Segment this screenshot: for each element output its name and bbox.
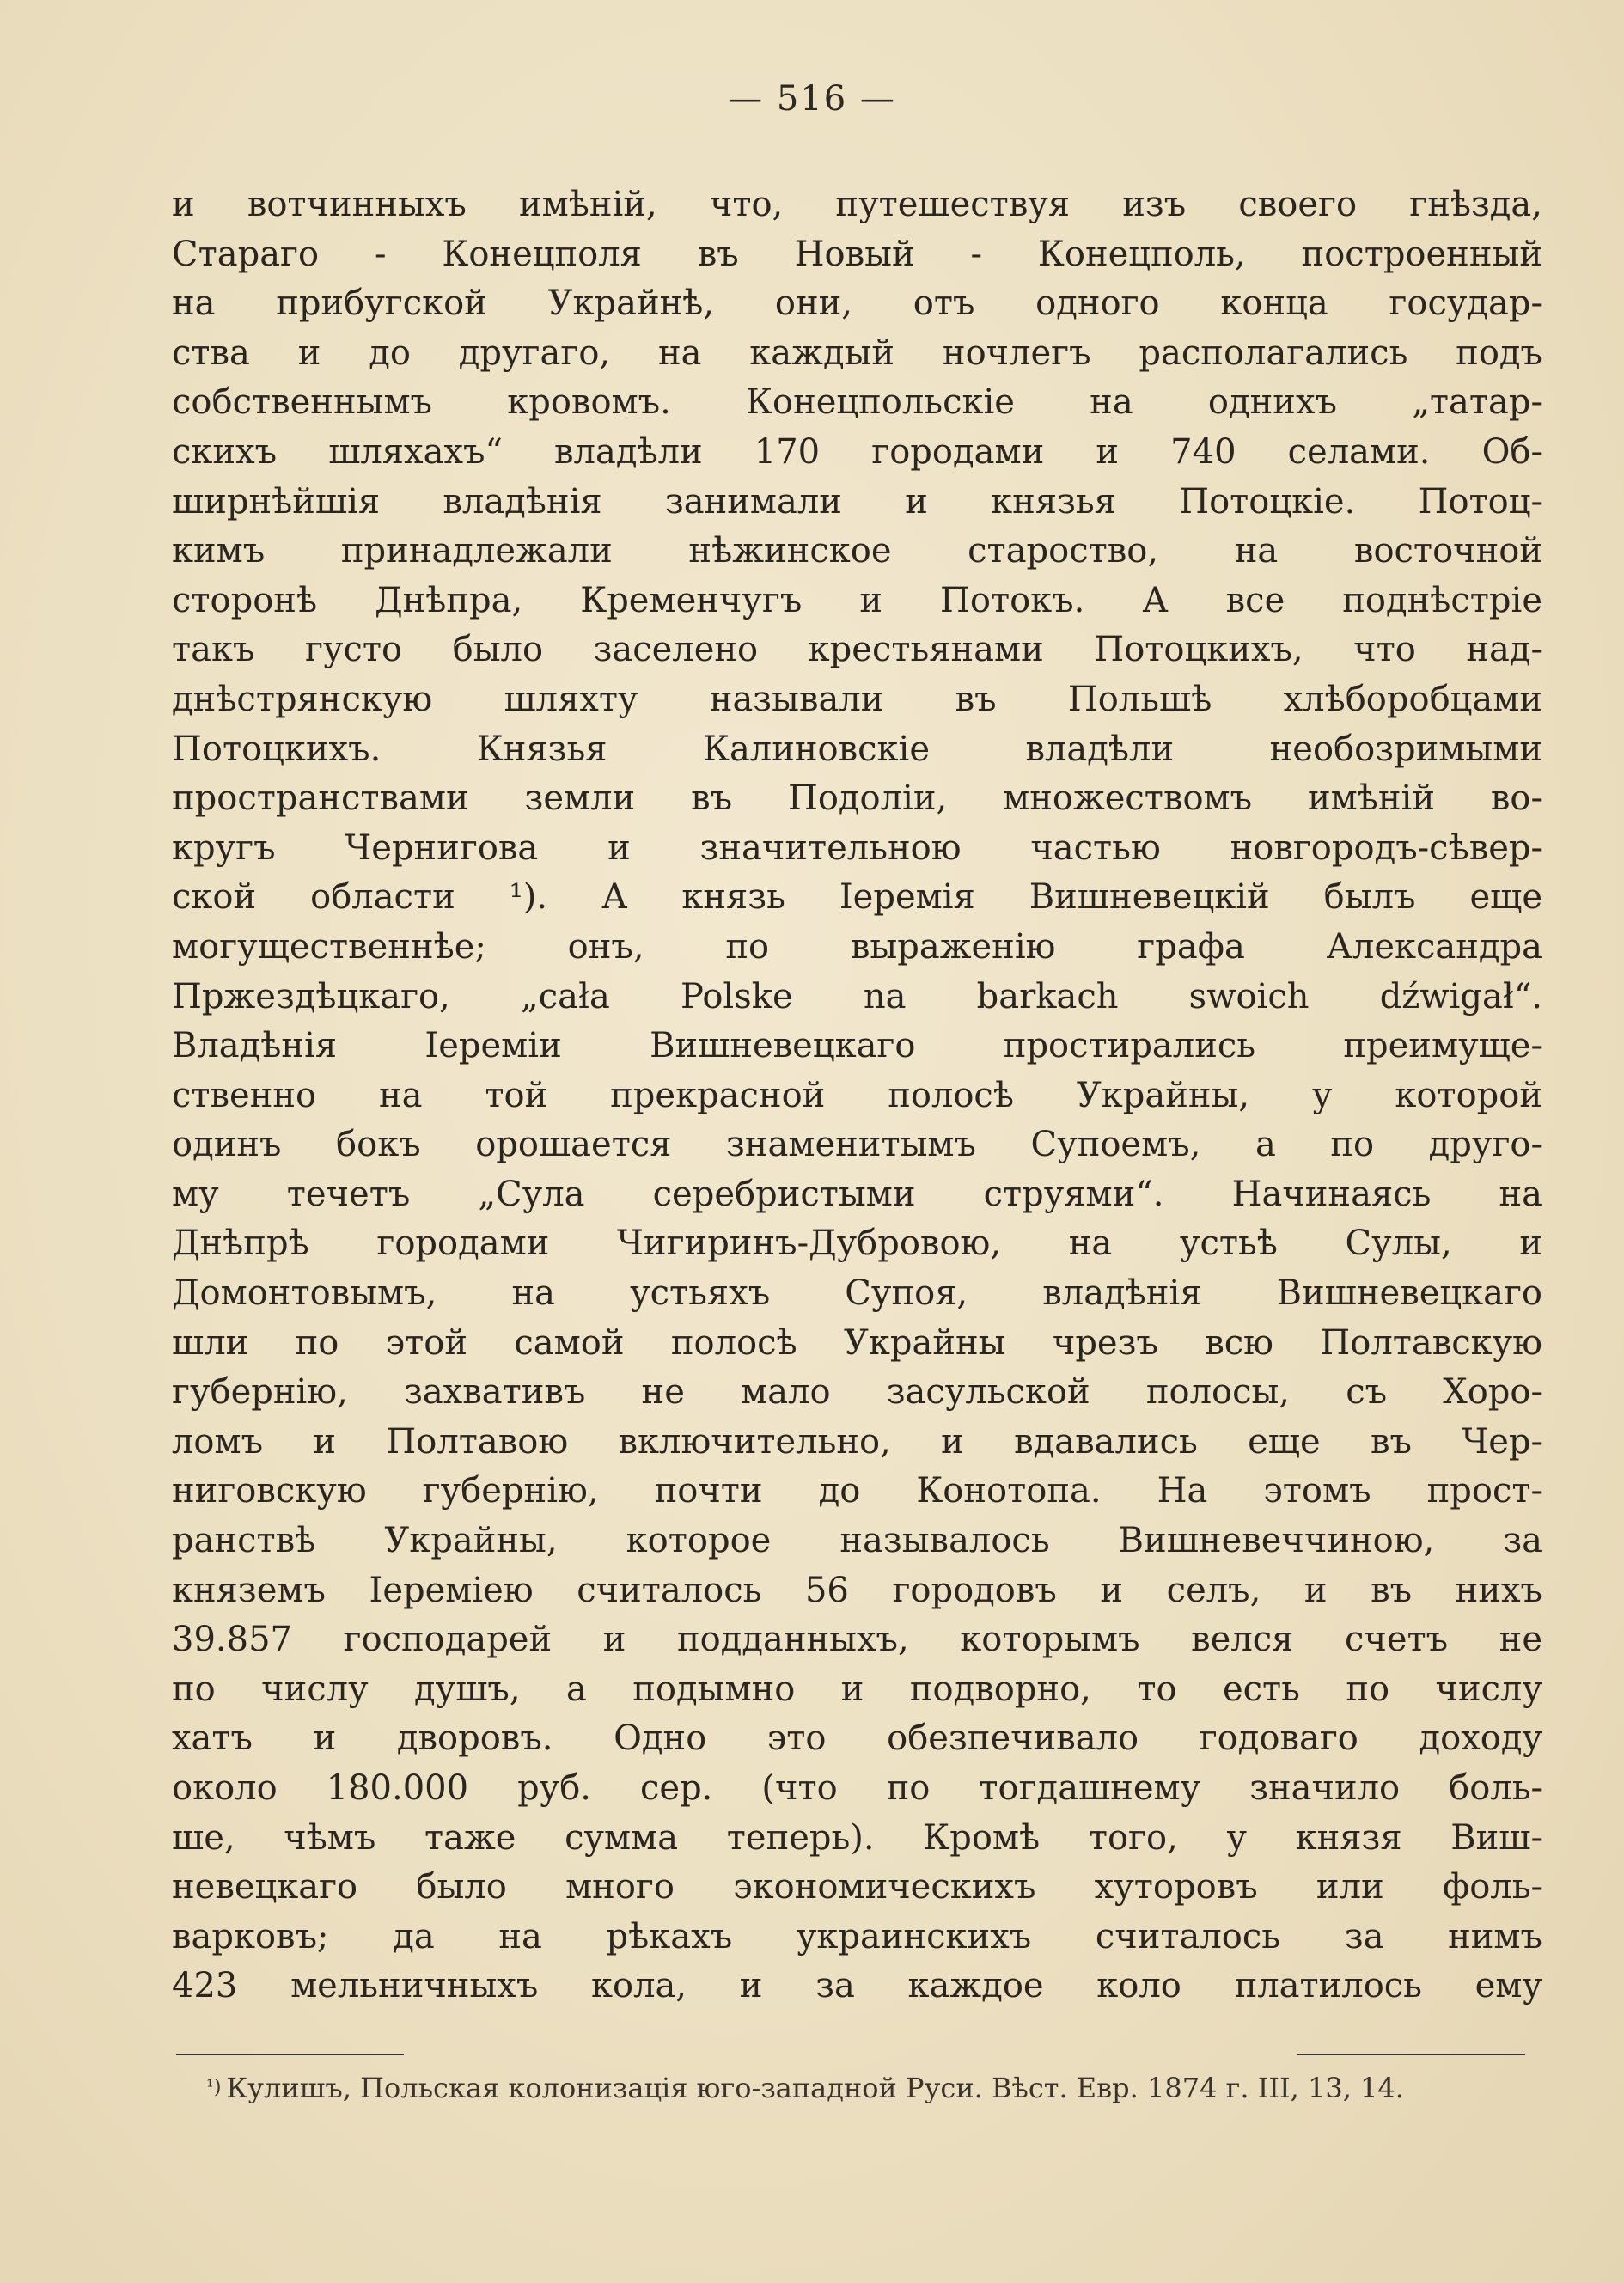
text-line: Домонтовымъ, на устьяхъ Супоя, владѣнія Вишневецкаго <box>172 1273 1542 1314</box>
text-line: хатъ и дворовъ. Одно это обезпечивало годоваго доходу <box>172 1718 1542 1759</box>
text-line: и вотчинныхъ имѣній, что, путешествуя изъ своего гнѣзда, <box>172 185 1542 224</box>
text-line: му течетъ „Сула серебристыми струями“. Начинаясь на <box>172 1174 1542 1214</box>
text-line: такъ густо было заселено крестьянами Потоцкихъ, что над- <box>172 630 1542 670</box>
text-line: шли по этой самой полосѣ Украйны чрезъ всю Полтавскую <box>172 1322 1542 1363</box>
body-text <box>172 180 1542 2011</box>
text-line: невецкаго было много экономическихъ хуторовъ или фоль- <box>172 1867 1542 1908</box>
text-line: пространствами земли въ Подоліи, множествомъ имѣній во- <box>172 778 1542 819</box>
text-line: по числу душъ, а подымно и подворно, то есть по числу <box>172 1669 1542 1709</box>
text-line: могущественнѣе; онъ, по выраженію графа Александра <box>172 926 1542 967</box>
footnote <box>206 2071 1542 2105</box>
text-line: около 180.000 руб. сер. (что по тогдашнему значило боль- <box>172 1768 1542 1808</box>
text-line: Владѣнія Іереміи Вишневецкаго простирались преимуще- <box>172 1026 1542 1066</box>
footnote-text: Кулишъ, Польская колонизація юго-западной Руси. Вѣст. Евр. 1874 г. III, 13, 14. <box>226 2072 1404 2104</box>
text-line: ской области ¹). А князь Іеремія Вишневецкій былъ еще <box>172 877 1542 918</box>
text-line: губернію, захвативъ не мало засульской полосы, съ Хоро- <box>172 1372 1542 1413</box>
text-line: 39.857 господарей и подданныхъ, которымъ велся счетъ не <box>172 1620 1542 1660</box>
text-line: ства и до другаго, на каждый ночлегъ располагались подъ <box>172 333 1542 373</box>
page-number: — 516 — <box>728 79 896 119</box>
text-line: скихъ шляхахъ“ владѣли 170 городами и 740 селами. Об- <box>172 431 1542 472</box>
text-line: одинъ бокъ орошается знаменитымъ Супоемъ, а по друго- <box>172 1125 1542 1165</box>
text-line: ранствѣ Украйны, которое называлось Вишневеччиною, за <box>172 1521 1542 1561</box>
text-line: Стараго - Конецполя въ Новый - Конецполь, построенный <box>172 234 1542 274</box>
text-line: кимъ принадлежали нѣжинское староство, на восточной <box>172 531 1542 571</box>
text-line: собственнымъ кровомъ. Конецпольскіе на однихъ „татар- <box>172 382 1542 423</box>
text-line: ственно на той прекрасной полосѣ Украйны, у которой <box>172 1075 1542 1115</box>
text-line: ше, чѣмъ таже сумма теперь). Кромѣ того, у князя Виш- <box>172 1817 1542 1858</box>
text-line: кругъ Чернигова и значительною частью новгородъ-сѣвер- <box>172 827 1542 868</box>
text-line: Пржездѣцкаго, „cała Polske na barkach swoich dźwigał“. <box>172 976 1542 1016</box>
footnote-divider-right <box>1297 2054 1525 2055</box>
text-line: ниговскую губернію, почти до Конотопа. На этомъ прост- <box>172 1471 1542 1511</box>
footnote-divider-left <box>176 2054 404 2055</box>
text-line: 423 мельничныхъ кола, и за каждое коло платилось ему <box>172 1966 1542 2006</box>
footnote-marker: ¹) <box>206 2077 222 2098</box>
text-line: Днѣпрѣ городами Чигиринъ-Дубровою, на устьѣ Сулы, и <box>172 1224 1542 1264</box>
text-line: княземъ Іереміею считалось 56 городовъ и селъ, и въ нихъ <box>172 1570 1542 1610</box>
text-line: днѣстрянскую шляхту называли въ Польшѣ хлѣборобцами <box>172 679 1542 719</box>
text-line: варковъ; да на рѣкахъ украинскихъ считалось за нимъ <box>172 1916 1542 1956</box>
text-line: ширнѣйшія владѣнія занимали и князья Потоцкіе. Потоц- <box>172 481 1542 522</box>
text-line: ломъ и Полтавою включительно, и вдавались еще въ Чер- <box>172 1421 1542 1462</box>
text-line: Потоцкихъ. Князья Калиновскіе владѣли необозримыми <box>172 729 1542 769</box>
text-line: на прибугской Украйнѣ, они, отъ одного конца государ- <box>172 284 1542 324</box>
text-line: сторонѣ Днѣпра, Кременчугъ и Потокъ. А все поднѣстріе <box>172 580 1542 620</box>
